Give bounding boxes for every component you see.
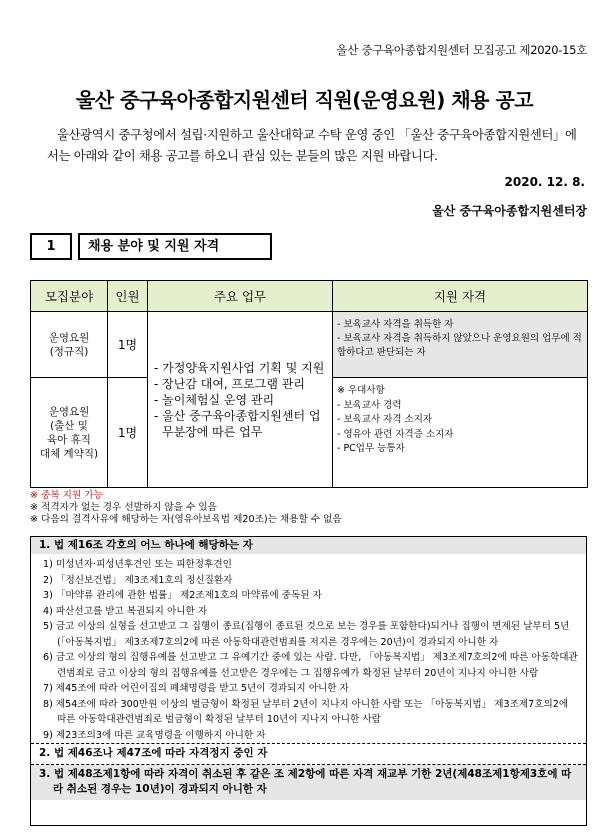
preferred-item: - 보육교사 경력 [337,399,402,411]
section-number: 1 [30,233,72,260]
list-item: 4) 파산선고를 받고 복권되지 아니한 자 [43,605,208,617]
list-item: 9) 제23조의3에 따른 교육명령을 이행하지 아니한 자 [43,729,266,741]
category-cell: 운영요원 (출산 및 육아 휴직 대체 계약직) [31,378,108,488]
disqualification-item-2: 2. 법 제46조나 제47조에 따라 자격정지 중인 자 [39,747,268,759]
duty-item: - 울산 중구육아종합지원센터 업무분장에 따른 업무 [154,408,321,439]
page-title: 울산 중구육아종합지원센터 직원(운영요원) 채용 공고 [75,88,534,112]
duty-item: - 가정양육지원사업 기획 및 지원 [154,360,325,375]
table-row [31,312,588,378]
count-cell: 1명 [108,312,148,378]
list-item: 2) 「정신보건법」 제3조제1호의 정신질환자 [43,574,233,586]
header-qualification: 지원 자격 [333,281,588,312]
signer: 울산 중구육아종합지원센터장 [432,204,587,218]
notes [30,490,342,526]
disqualification-head: 1. 법 제16조 각호의 어느 하나에 해당하는 자 [31,537,586,554]
duty-item: - 장난감 대여, 프로그램 관리 [154,376,305,391]
qualification-item: - 보육교사 자격을 취득한 자 [337,319,454,330]
table-header-row [31,281,588,312]
recruit-table [30,280,588,488]
notice-number: 울산 중구육아종합지원센터 모집공고 제2020-15호 [336,43,587,57]
header-count: 인원 [108,281,148,312]
disqualification-box [30,536,587,826]
duty-item: - 놀이체험실 운영 관리 [154,392,275,407]
category-cell: 운영요원 (정규직) [31,312,108,378]
preferred-item: - 보육교사 자격 소지자 [337,414,433,425]
disqualification-list [31,554,586,743]
preferred-title: ※ 우대사항 [337,385,385,396]
intro-paragraph: 울산광역시 중구청에서 설립·지원하고 울산대학교 수탁 운영 중인 「울산 중구육아종합지원센터」에서는 아래와 같이 채용 공고를 하오니 관심 있는 분들의 많은 지원 바랍니다. [47,128,577,163]
preferred-item: - PC업무 능통자 [337,443,405,454]
list-item: 5) 금고 이상의 실형을 선고받고 그 집행이 종료(집행이 종료된 것으로 보는 경우를 포함한다)되거나 집행이 면제된 날부터 5년(「아동복지법」 제3조제7호의2에 따른 아동학대관련범죄를 저지른 경우에는 20년)이 경과되지 아니한 자 [43,621,570,648]
preferred-qualification-cell [333,378,588,488]
note-no-fit: ※ 적격자가 없는 경우 선발하지 않을 수 있음 [30,502,217,513]
list-item: 3) 「마약류 관리에 관한 법률」 제2조제1호의 마약류에 중독된 자 [43,590,322,601]
preferred-item: - 영유아 관련 자격증 소지자 [337,428,454,440]
duties-cell [148,312,333,488]
header-duties: 주요 업무 [148,281,333,312]
note-disqualify: ※ 다음의 결격사유에 해당하는 자(영유아보육법 제20조)는 채용할 수 없음 [30,514,342,525]
required-qualification-cell [333,312,588,378]
header-category: 모집분야 [31,281,108,312]
list-item: 1) 미성년자·피성년후견인 또는 피한정후견인 [43,559,232,570]
list-item: 8) 제54조에 따라 300만원 이상의 벌금형이 확정된 날부터 2년이 지나지 아니한 사람 또는 「아동복지법」 제3조제7호의2에 따른 아동학대관련범죄로 벌금형이 확정된 날부터 10년이 지나지 아니한 사람 [43,698,569,725]
notice-date: 2020. 12. 8. [504,175,585,189]
list-item: 6) 금고 이상의 형의 집행유예를 선고받고 그 유예기간 중에 있는 사람. 다만, 「아동복지법」 제3조제7호의2에 따른 아동학대관련범죄로 금고 이상의 형의 집행유예를 선고받은 경우에는 그 집행유예가 확정된 날부터 20년이 지나지 아니한 사람 [43,652,578,679]
note-duplicate: ※ 중복 지원 가능 [30,490,103,501]
count-cell: 1명 [108,378,148,488]
list-item: 7) 제45조에 따라 어린이집의 폐쇄명령을 받고 5년이 경과되지 아니한 자 [43,683,349,694]
disqualification-item-3: 3. 법 제48조제1항에 따라 자격이 취소된 후 같은 조 제2항에 따른 자격 재교부 기한 2년(제48조제1항제3호에 따라 취소된 경우는 10년)이 경과되지 아니한 자 [31,765,586,800]
section-title: 채용 분야 및 지원 자격 [78,233,272,260]
qualification-item: - 보육교사 자격을 취득하지 않았으나 운영요원의 업무에 적합하다고 판단되는 자 [337,333,582,358]
